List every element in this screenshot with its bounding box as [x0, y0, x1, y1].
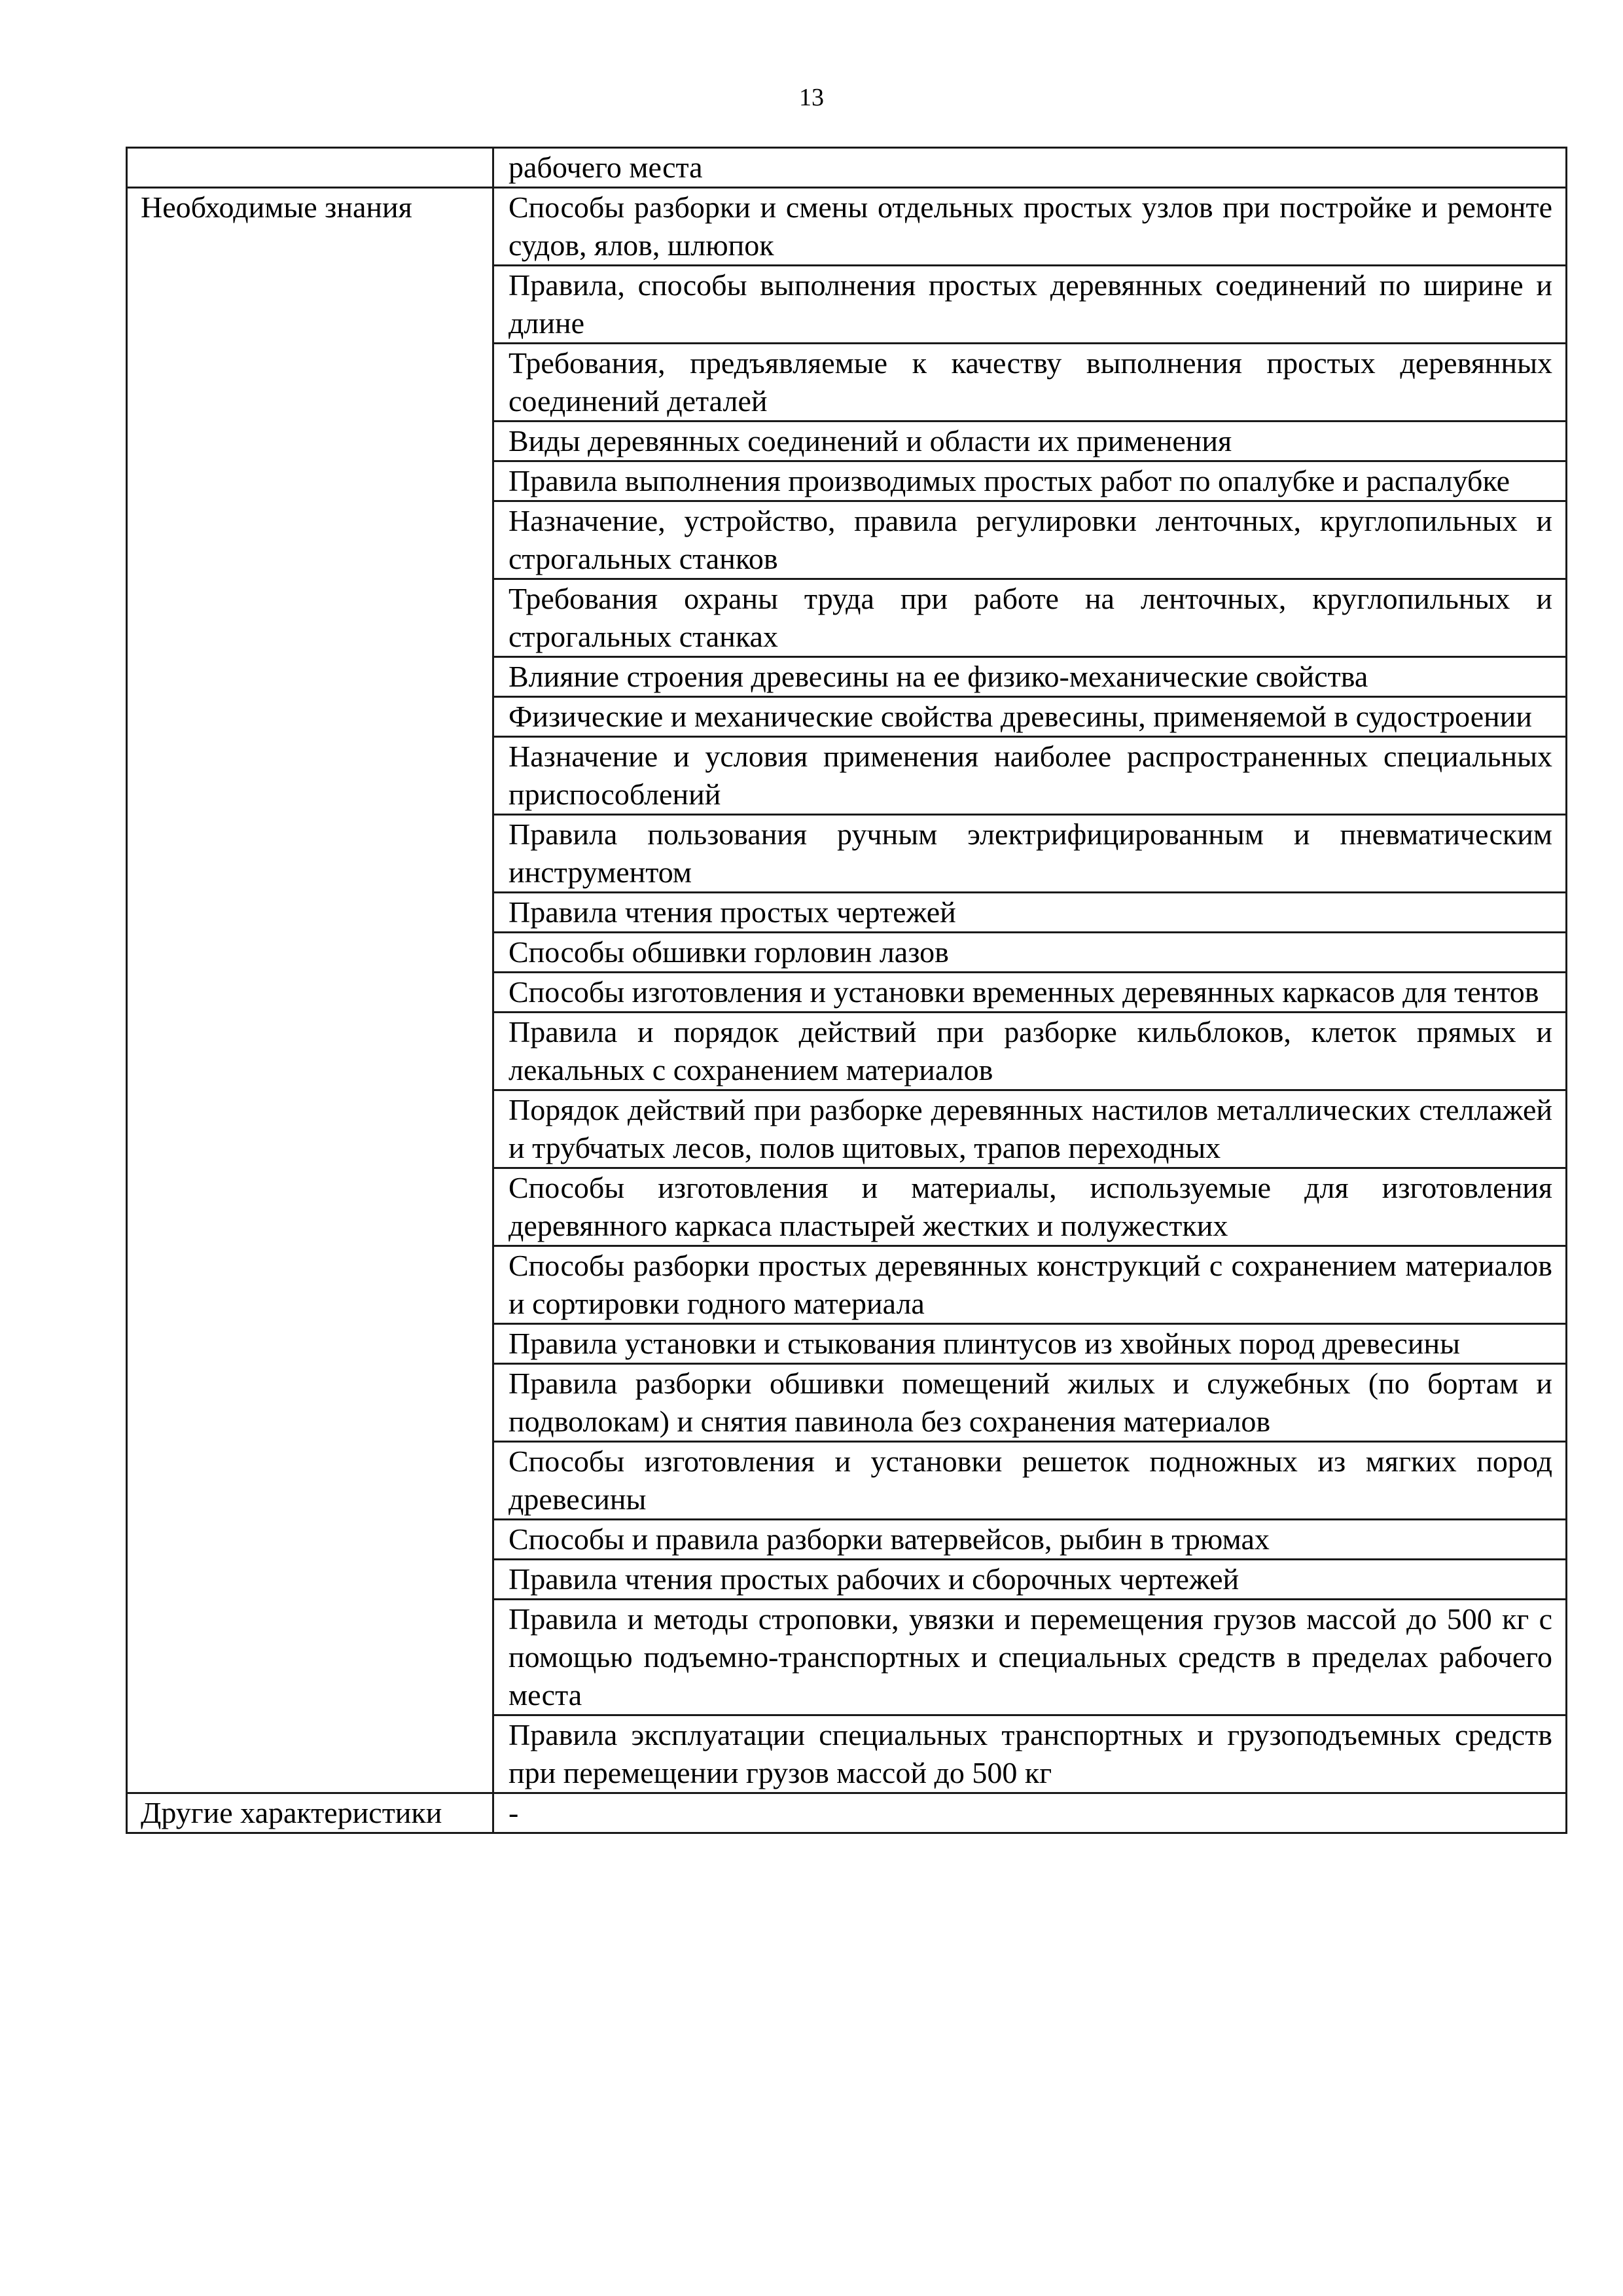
knowledge-item: Правила разборки обшивки помещений жилых и служебных (по бортам и подволокам) и снятия павинола без сохранения материалов — [493, 1364, 1567, 1442]
continuation-label-cell — [127, 148, 493, 188]
knowledge-item: Назначение и условия применения наиболее распространенных специальных приспособлений — [493, 737, 1567, 815]
table-row-knowledge-first — [127, 188, 1567, 266]
knowledge-table — [126, 147, 1567, 1834]
knowledge-item: Правила чтения простых чертежей — [493, 893, 1567, 933]
knowledge-item: Правила эксплуатации специальных транспортных и грузоподъемных средств при перемещении грузов массой до 500 кг — [493, 1715, 1567, 1793]
knowledge-item: Требования, предъявляемые к качеству выполнения простых деревянных соединений деталей — [493, 344, 1567, 422]
knowledge-item: Способы изготовления и материалы, используемые для изготовления деревянного каркаса пластырей жестких и полужестких — [493, 1168, 1567, 1246]
knowledge-item: Способы обшивки горловин лазов — [493, 933, 1567, 973]
page-number: 13 — [799, 84, 824, 111]
knowledge-item: Правила установки и стыкования плинтусов из хвойных пород древесины — [493, 1324, 1567, 1364]
knowledge-item: Способы разборки и смены отдельных простых узлов при постройке и ремонте судов, ялов, шлюпок — [493, 188, 1567, 266]
knowledge-item: Физические и механические свойства древесины, применяемой в судостроении — [493, 697, 1567, 737]
table-row-other — [127, 1793, 1567, 1833]
knowledge-item: Способы изготовления и установки решеток подножных из мягких пород древесины — [493, 1442, 1567, 1520]
knowledge-item: Правила пользования ручным электрифицированным и пневматическим инструментом — [493, 815, 1567, 893]
knowledge-item: Правила и порядок действий при разборке кильблоков, клеток прямых и лекальных с сохранением материалов — [493, 1013, 1567, 1090]
knowledge-item: Способы разборки простых деревянных конструкций с сохранением материалов и сортировки годного материала — [493, 1246, 1567, 1324]
knowledge-item: Правила и методы строповки, увязки и перемещения грузов массой до 500 кг с помощью подъемно-транспортных и специальных средств в пределах рабочего места — [493, 1600, 1567, 1715]
knowledge-item: Влияние строения древесины на ее физико-механические свойства — [493, 657, 1567, 697]
knowledge-item: Назначение, устройство, правила регулировки ленточных, круглопильных и строгальных станков — [493, 501, 1567, 579]
other-characteristics-value-cell: - — [493, 1793, 1567, 1833]
knowledge-item: Требования охраны труда при работе на ленточных, круглопильных и строгальных станках — [493, 579, 1567, 657]
knowledge-item: Правила выполнения производимых простых работ по опалубке и распалубке — [493, 461, 1567, 501]
knowledge-item: Виды деревянных соединений и области их применения — [493, 422, 1567, 461]
knowledge-item: Порядок действий при разборке деревянных настилов металлических стеллажей и трубчатых лесов, полов щитовых, трапов переходных — [493, 1090, 1567, 1168]
knowledge-item: Правила, способы выполнения простых деревянных соединений по ширине и длине — [493, 266, 1567, 344]
knowledge-item: Способы и правила разборки ватервейсов, рыбин в трюмах — [493, 1520, 1567, 1560]
knowledge-label-cell: Необходимые знания — [127, 188, 493, 1793]
knowledge-item: Способы изготовления и установки временных деревянных каркасов для тентов — [493, 973, 1567, 1013]
continuation-value-cell: рабочего места — [493, 148, 1567, 188]
table-row-continuation — [127, 148, 1567, 188]
knowledge-item: Правила чтения простых рабочих и сборочных чертежей — [493, 1560, 1567, 1600]
knowledge-table-body — [127, 148, 1567, 1833]
other-characteristics-label-cell: Другие характеристики — [127, 1793, 493, 1833]
